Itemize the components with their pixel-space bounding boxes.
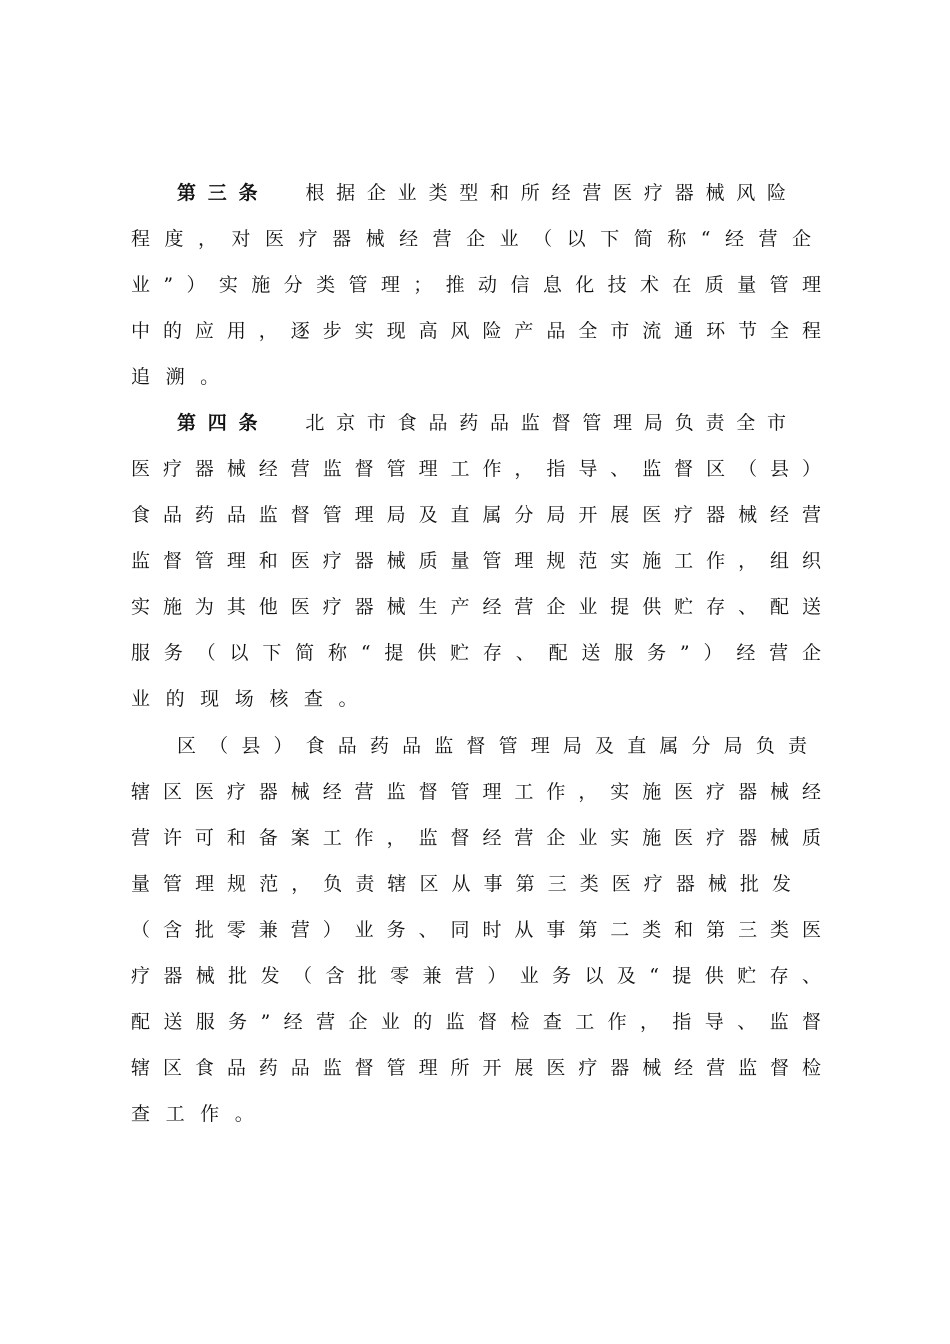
paragraph-3-line-9: 查工作。 — [131, 1103, 270, 1125]
article-4-line-4: 监督管理和医疗器械质量管理规范实施工作，组织 — [131, 550, 821, 572]
article-4-line-6: 服务（以下简称“提供贮存、配送服务”）经营企 — [131, 642, 821, 664]
article-3-line-2: 程度，对医疗器械经营企业（以下简称“经营企 — [131, 228, 811, 250]
article-4-first-line — [177, 408, 821, 438]
article-4-line-3: 食品药品监督管理局及直属分局开展医疗器械经营 — [131, 504, 821, 526]
article-4-line-7: 业的现场核查。 — [131, 688, 374, 710]
paragraph-3-line-3: 营许可和备案工作，监督经营企业实施医疗器械质 — [131, 827, 821, 849]
paragraph-3-line-8: 辖区食品药品监督管理所开展医疗器械经营监督检 — [131, 1057, 821, 1079]
paragraph-3-line-1: 区（县）食品药品监督管理局及直属分局负责 — [177, 735, 807, 757]
article-4-line-2: 医疗器械经营监督管理工作，指导、监督区（县） — [131, 458, 821, 480]
paragraph-3-line-5: （含批零兼营）业务、同时从事第二类和第三类医 — [131, 919, 821, 941]
article-3-line-3: 业”）实施分类管理；推动信息化技术在质量管理 — [131, 274, 821, 296]
paragraph-3-line-7: 配送服务”经营企业的监督检查工作，指导、监督 — [131, 1011, 821, 1033]
article-4-heading: 第四条 — [177, 412, 270, 434]
paragraph-3-line-4: 量管理规范，负责辖区从事第三类医疗器械批发 — [131, 873, 791, 895]
article-3-line-4: 中的应用，逐步实现高风险产品全市流通环节全程 — [131, 320, 821, 342]
paragraph-3-line-6: 疗器械批发（含批零兼营）业务以及“提供贮存、 — [131, 965, 821, 987]
article-3-line-1: 根据企业类型和所经营医疗器械风险 — [305, 182, 798, 204]
article-4-line-1: 北京市食品药品监督管理局负责全市 — [305, 412, 798, 434]
article-3-line-5: 追溯。 — [131, 366, 235, 388]
article-4-line-5: 实施为其他医疗器械生产经营企业提供贮存、配送 — [131, 596, 821, 618]
article-3-heading: 第三条 — [177, 182, 270, 204]
article-3-first-line — [177, 178, 821, 208]
paragraph-3-line-2: 辖区医疗器械经营监督管理工作，实施医疗器械经 — [131, 781, 821, 803]
